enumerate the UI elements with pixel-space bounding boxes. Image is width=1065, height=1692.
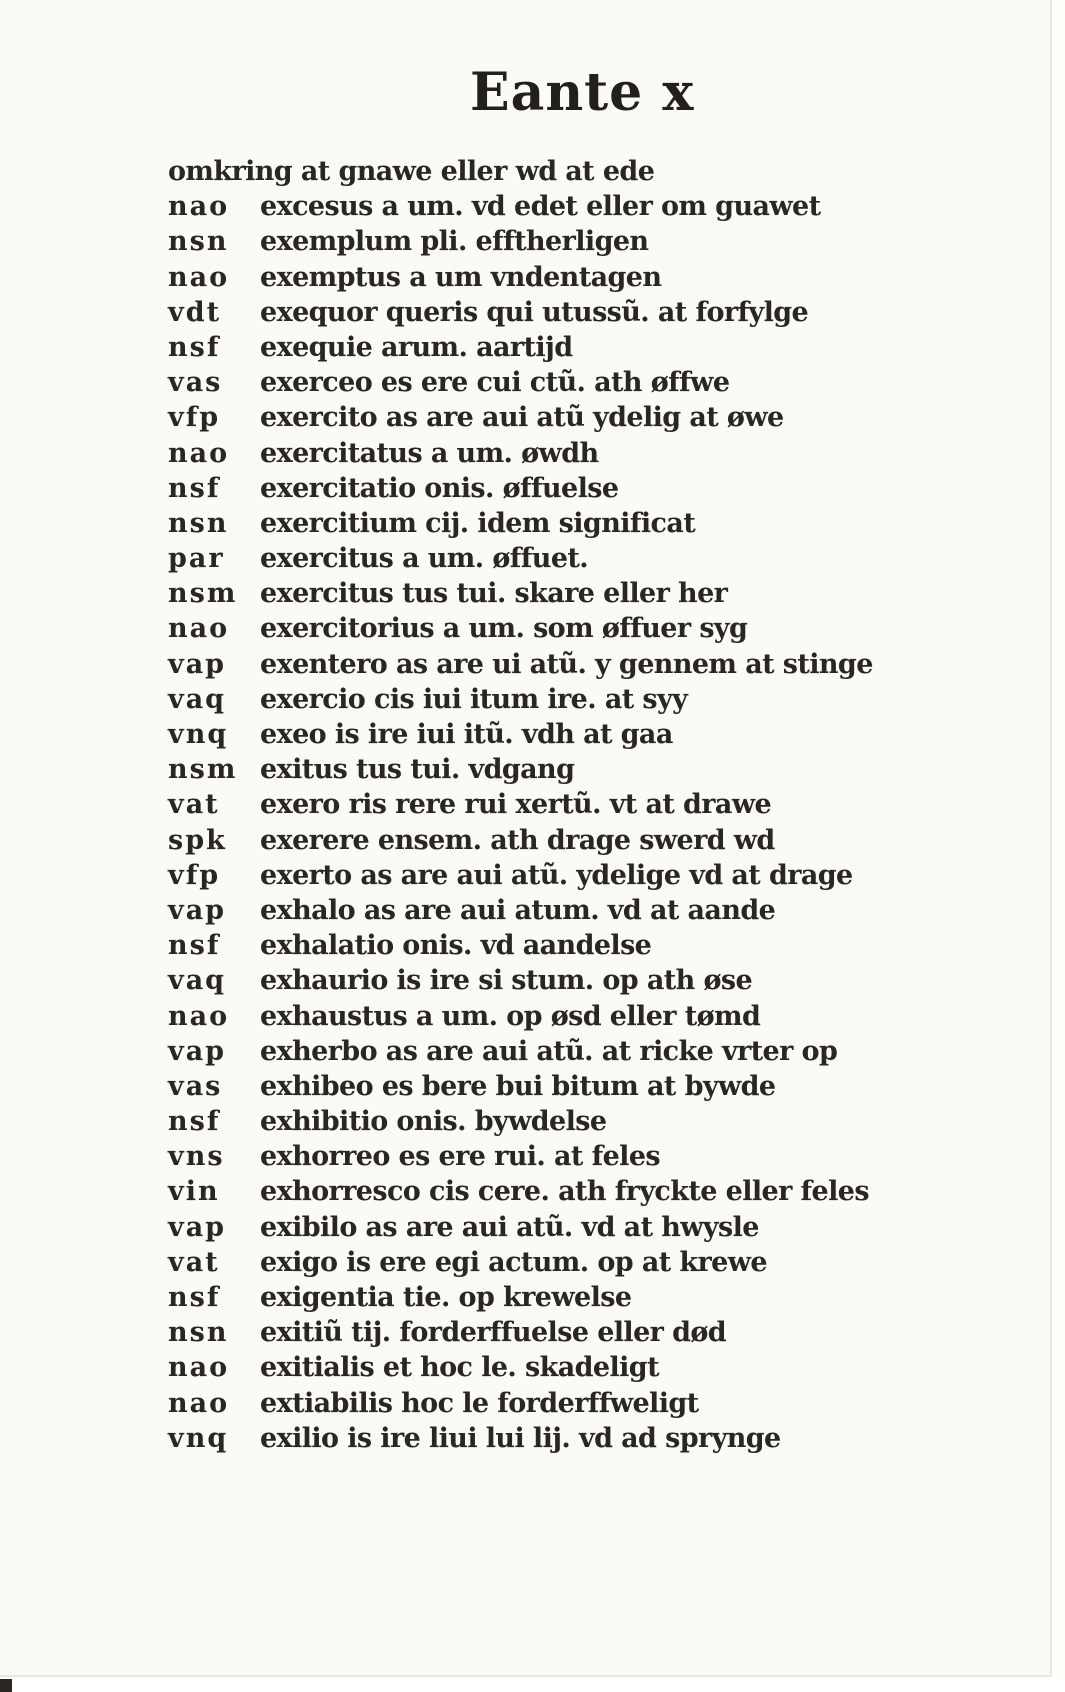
entry-gloss: exhorresco cis cere. ath fryckte eller feles	[260, 1176, 869, 1208]
dictionary-entry	[168, 717, 1028, 752]
entry-gloss: exercio cis iui itum ire. at syy	[260, 683, 688, 715]
dictionary-entry	[168, 963, 1028, 998]
grammar-code: nsf	[168, 1282, 221, 1313]
dictionary-entry	[168, 1104, 1028, 1139]
dictionary-entries	[168, 154, 1028, 1484]
dictionary-entry	[168, 1034, 1028, 1069]
dictionary-entry	[168, 541, 1028, 576]
grammar-code: nao	[168, 1352, 230, 1384]
dictionary-entry	[168, 260, 1028, 295]
grammar-code: nsf	[168, 930, 221, 962]
entry-list	[168, 189, 1028, 1456]
grammar-code: nao	[168, 1000, 230, 1032]
grammar-code: vap	[168, 894, 227, 926]
entry-gloss: exherbo as are aui atũ. at ricke vrter op	[260, 1035, 838, 1067]
grammar-code: vas	[168, 1070, 223, 1102]
grammar-code: vfp	[168, 859, 221, 891]
dictionary-entry	[168, 647, 1028, 682]
dictionary-entry	[168, 1069, 1028, 1104]
dictionary-entry	[168, 1245, 1028, 1280]
dictionary-entry	[168, 1174, 1028, 1209]
dictionary-entry	[168, 1350, 1028, 1385]
entry-gloss: exhalatio onis. vd aandelse	[260, 930, 652, 962]
grammar-code: nsn	[168, 507, 229, 539]
grammar-code: nsm	[168, 578, 238, 610]
entry-gloss: exercitus a um. øffuet.	[260, 543, 589, 575]
dictionary-entry	[168, 1139, 1028, 1174]
entry-gloss: exibilo as are aui atũ. vd at hwysle	[260, 1211, 759, 1243]
entry-gloss: exercitatio onis. øffuelse	[260, 472, 619, 504]
entry-gloss: exerto as are aui atũ. ydelige vd at drage	[260, 859, 853, 891]
grammar-code: vat	[168, 789, 220, 821]
entry-gloss: exercitatus a um. øwdh	[260, 437, 599, 469]
grammar-code: spk	[168, 824, 227, 856]
grammar-code: vap	[168, 1035, 227, 1067]
entry-gloss: exigentia tie. op krewelse	[260, 1282, 632, 1313]
dictionary-entry	[168, 295, 1028, 330]
grammar-code: vaq	[168, 683, 227, 715]
grammar-code: vnq	[168, 719, 229, 750]
dictionary-entry	[168, 611, 1028, 646]
dictionary-entry	[168, 1210, 1028, 1245]
entry-continuation-line	[168, 154, 1028, 189]
dictionary-entry	[168, 1386, 1028, 1421]
grammar-code: vin	[168, 1176, 220, 1208]
entry-gloss: exercito as are aui atũ ydelig at øwe	[260, 402, 784, 434]
entry-gloss: exemplum pli. efftherligen	[260, 226, 649, 258]
entry-gloss: exitialis et hoc le. skadeligt	[260, 1352, 659, 1384]
entry-gloss: exero ris rere rui xertũ. vt at drawe	[260, 789, 772, 821]
entry-gloss: exemptus a um vndentagen	[260, 261, 662, 293]
grammar-code: nao	[168, 437, 230, 469]
dictionary-entry	[168, 224, 1028, 259]
dictionary-entry	[168, 823, 1028, 858]
dictionary-entry	[168, 1421, 1028, 1456]
dictionary-entry	[168, 330, 1028, 365]
dictionary-entry	[168, 893, 1028, 928]
grammar-code: nao	[168, 613, 230, 645]
running-head: Eante x	[470, 62, 695, 123]
grammar-code: nsn	[168, 1317, 229, 1349]
grammar-code: vaq	[168, 965, 227, 997]
entry-gloss: exerceo es ere cui ctũ. ath øffwe	[260, 367, 730, 399]
grammar-code: nao	[168, 1387, 230, 1419]
entry-gloss: exhorreo es ere rui. at feles	[260, 1141, 661, 1173]
entry-gloss: exercitus tus tui. skare eller her	[260, 578, 728, 610]
entry-gloss: exequor queris qui utussũ. at forfylge	[260, 296, 809, 328]
dictionary-entry	[168, 365, 1028, 400]
dictionary-entry	[168, 506, 1028, 541]
dictionary-entry	[168, 576, 1028, 611]
dictionary-entry	[168, 189, 1028, 224]
entry-gloss: exerere ensem. ath drage swerd wd	[260, 824, 775, 856]
grammar-code: vas	[168, 367, 223, 399]
grammar-code: vnq	[168, 1422, 229, 1454]
grammar-code: nsf	[168, 472, 221, 504]
dictionary-entry	[168, 436, 1028, 471]
grammar-code: vap	[168, 1211, 227, 1243]
continuation-text: omkring at gnawe eller wd at ede	[168, 156, 655, 187]
grammar-code: vat	[168, 1246, 220, 1278]
dictionary-entry	[168, 928, 1028, 963]
scan-margin	[0, 1677, 1065, 1692]
dictionary-entry	[168, 400, 1028, 435]
entry-gloss: exitiũ tij. forderffuelse eller død	[260, 1317, 727, 1349]
grammar-code: nsn	[168, 226, 229, 258]
grammar-code: nsf	[168, 1106, 221, 1138]
dictionary-entry	[168, 858, 1028, 893]
entry-gloss: exhaustus a um. op øsd eller tømd	[260, 1000, 761, 1032]
entry-gloss: exequie arum. aartijd	[260, 331, 573, 363]
entry-gloss: extiabilis hoc le forderffweligt	[260, 1387, 699, 1419]
grammar-code: vdt	[168, 296, 222, 328]
entry-gloss: excesus a um. vd edet eller om guawet	[260, 191, 821, 223]
entry-gloss: exigo is ere egi actum. op at krewe	[260, 1246, 767, 1278]
grammar-code: nao	[168, 261, 230, 293]
entry-gloss: exitus tus tui. vdgang	[260, 754, 575, 786]
entry-gloss: exercitium cij. idem significat	[260, 507, 696, 539]
dictionary-entry	[168, 1280, 1028, 1315]
dictionary-entry	[168, 1315, 1028, 1350]
entry-gloss: exhibeo es bere bui bitum at bywde	[260, 1070, 776, 1102]
grammar-code: vns	[168, 1141, 225, 1173]
entry-gloss: exhaurio is ire si stum. op ath øse	[260, 965, 753, 997]
grammar-code: vap	[168, 648, 227, 680]
scan-corner-mark	[0, 1679, 12, 1692]
grammar-code: nao	[168, 191, 230, 223]
dictionary-entry	[168, 471, 1028, 506]
entry-gloss: exhibitio onis. bywdelse	[260, 1106, 607, 1138]
entry-gloss: exercitorius a um. som øffuer syg	[260, 613, 748, 645]
grammar-code: vfp	[168, 402, 221, 434]
entry-gloss: exentero as are ui atũ. y gennem at stinge	[260, 648, 873, 680]
dictionary-entry	[168, 787, 1028, 822]
grammar-code: nsf	[168, 331, 221, 363]
grammar-code: par	[168, 543, 225, 575]
entry-gloss: exhalo as are aui atum. vd at aande	[260, 894, 776, 926]
entry-gloss: exilio is ire liui lui lij. vd ad sprynge	[260, 1422, 781, 1454]
dictionary-entry	[168, 752, 1028, 787]
dictionary-entry	[168, 682, 1028, 717]
entry-gloss: exeo is ire iui itũ. vdh at gaa	[260, 719, 673, 750]
dictionary-entry	[168, 999, 1028, 1034]
grammar-code: nsm	[168, 754, 238, 786]
